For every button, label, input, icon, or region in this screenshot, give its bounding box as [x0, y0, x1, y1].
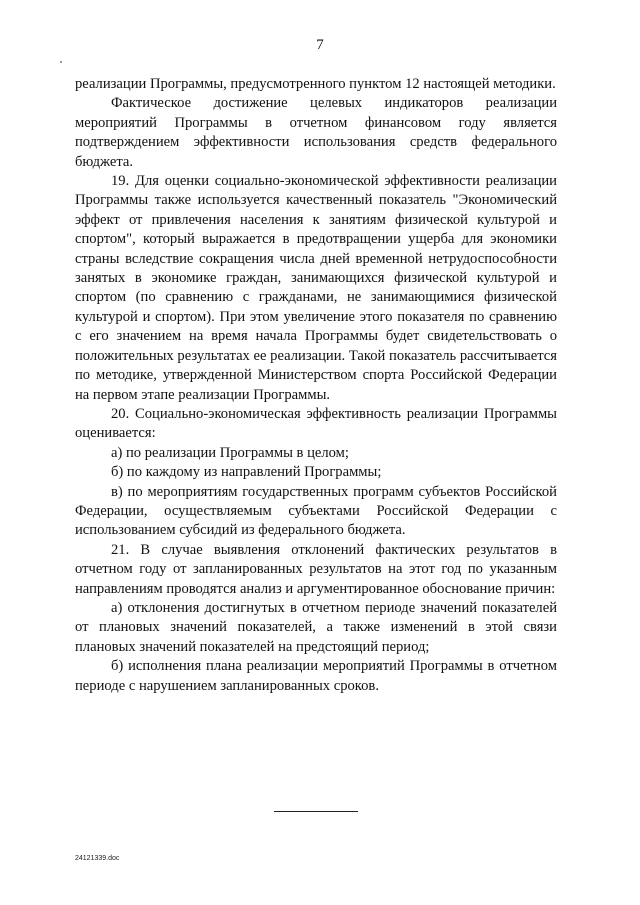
closing-separator-line — [274, 811, 358, 812]
paragraph-continuation: реализации Программы, предусмотренного пунктом 12 настоящей методики. — [75, 76, 556, 92]
list-item-a-deviations: а) отклонения достигнутых в отчетном периоде значений показателей от плановых значений показателей, а также изменений в этой связи плановых значений показателей на предстоящий период; — [75, 599, 557, 655]
list-item-b-each-direction: б) по каждому из направлений Программы; — [111, 464, 382, 481]
footer-filename: 24121339.doc — [75, 855, 120, 862]
list-item-c-regional-programs: в) по мероприятиям государственных программ субъектов Российской Федерации, осуществляемым субъектами Российской Федерации с использованием субсидий из федерального бюджета. — [75, 483, 557, 539]
paragraph-clause-19: 19. Для оценки социально-экономической эффективности реализации Программы также используется качественный показатель "Экономический эффект от привлечения населения к занятиям физической культурой и спортом", который выражается в предотвращении ущерба для экономики страны вследствие сокращения числа дней временной нетрудоспособности занятых в экономике граждан, занимающихся физической культурой и спортом (по сравнению с гражданами, не занимающимися физической культурой и спортом). При этом увеличение этого показателя по сравнению с его значением на время начала Программы будет свидетельствовать о положительных результатах ее реализации. Такой показатель рассчитывается по методике, утвержденной Министерством спорта Российской Федерации на первом этапе реализации Программы. — [75, 173, 557, 403]
paragraph-clause-20: 20. Социально-экономическая эффективность реализации Программы оценивается: — [75, 405, 557, 442]
document-body — [75, 75, 557, 696]
list-item-b-plan-execution: б) исполнения плана реализации мероприятий Программы в отчетном периоде с нарушением запланированных сроков. — [75, 658, 557, 694]
paragraph-actual-achievement: Фактическое достижение целевых индикаторов реализации мероприятий Программы в отчетном финансовом году является подтверждением эффективности использования средств федерального бюджета. — [75, 95, 557, 170]
paragraph-clause-21: 21. В случае выявления отклонений фактических результатов в отчетном году от запланированных результатов на этот год по указанным направлениям проводятся анализ и аргументированное обоснование причин: — [75, 541, 557, 597]
page-number: 7 — [316, 37, 324, 53]
scan-dot-mark — [60, 61, 62, 63]
list-item-a-program-overall: а) по реализации Программы в целом; — [111, 444, 349, 461]
